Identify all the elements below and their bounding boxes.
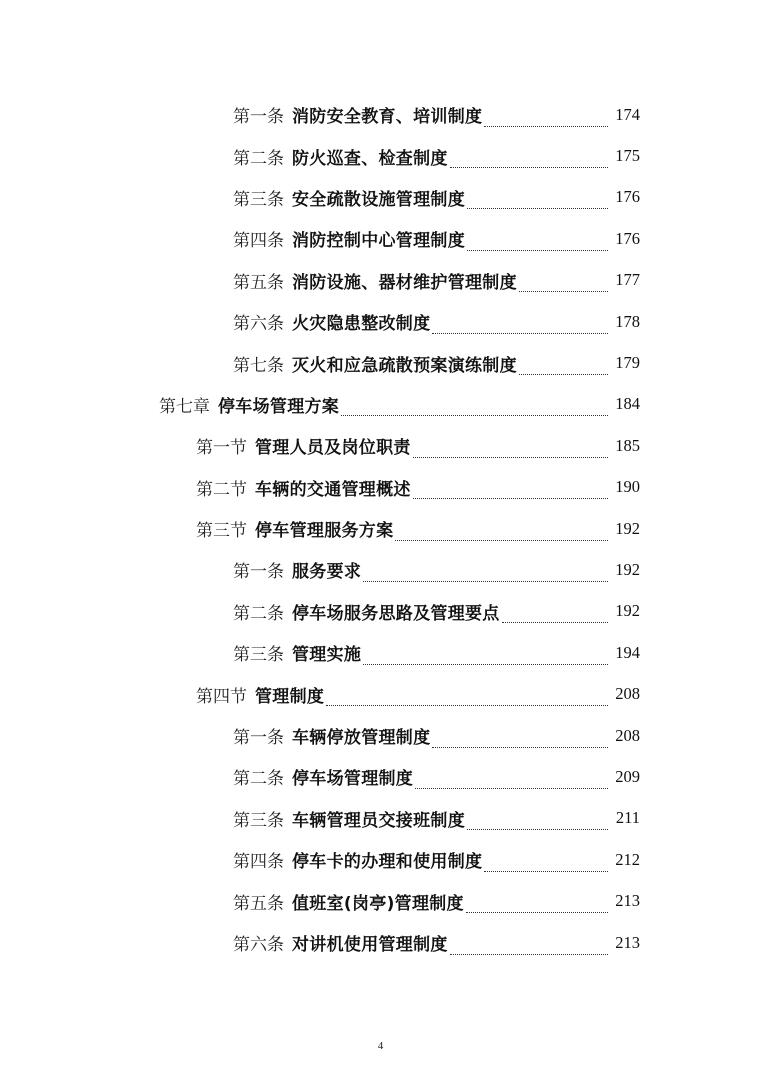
toc-entry-label: 第四条 (233, 852, 284, 873)
toc-entry-title: 火灾隐患整改制度 (292, 314, 431, 335)
toc-entry-title: 管理人员及岗位职责 (255, 438, 411, 459)
toc-entry-page: 185 (615, 435, 640, 455)
toc-entry[interactable] (0, 756, 761, 797)
toc-entry-title: 值班室(岗亭)管理制度 (292, 893, 464, 914)
toc-entry-title: 管理实施 (292, 645, 362, 666)
toc-entry[interactable] (0, 922, 761, 963)
toc-entry-title: 消防控制中心管理制度 (292, 231, 465, 252)
dot-leader (326, 688, 608, 706)
dot-leader (395, 523, 608, 541)
toc-entry[interactable] (0, 549, 761, 590)
toc-entry-label: 第四节 (196, 686, 247, 707)
dot-leader (467, 233, 608, 251)
toc-entry-title: 管理制度 (255, 686, 325, 707)
toc-entry-label: 第一条 (233, 107, 284, 128)
toc-entry[interactable] (0, 135, 761, 176)
toc-entry-page: 209 (615, 766, 640, 786)
toc-entry-label: 第五条 (233, 893, 284, 914)
toc-entry-page: 179 (615, 353, 640, 373)
dot-leader (415, 771, 608, 789)
toc-entry-title: 防火巡查、检查制度 (292, 148, 448, 169)
toc-entry-label: 第二条 (233, 148, 284, 169)
toc-entry-label: 第二条 (233, 603, 284, 624)
toc-section-entry[interactable] (0, 467, 761, 508)
dot-leader (502, 605, 608, 623)
toc-entry-title: 消防安全教育、培训制度 (292, 107, 483, 128)
toc-entry-label: 第二节 (196, 479, 247, 500)
toc-section-entry[interactable] (0, 673, 761, 714)
toc-entry-page: 176 (615, 228, 640, 248)
toc-entry-page: 208 (615, 684, 640, 704)
toc-entry-title: 服务要求 (292, 562, 362, 583)
toc-entry[interactable] (0, 177, 761, 218)
toc-entry-title: 停车场管理方案 (218, 396, 340, 417)
toc-section-entry[interactable] (0, 425, 761, 466)
toc-entry-label: 第二条 (233, 769, 284, 790)
toc-entry-page: 192 (615, 518, 640, 538)
dot-leader (467, 812, 608, 830)
toc-entry-title: 停车管理服务方案 (255, 521, 394, 542)
dot-leader (450, 150, 608, 168)
toc-entry-page: 192 (615, 601, 640, 621)
toc-entry-title: 停车场服务思路及管理要点 (292, 603, 500, 624)
toc-entry-page: 174 (615, 104, 640, 124)
dot-leader (519, 274, 608, 292)
toc-entry-title: 车辆停放管理制度 (292, 728, 431, 749)
toc-entry-label: 第三条 (233, 810, 284, 831)
toc-entry-label: 第三条 (233, 645, 284, 666)
dot-leader (467, 191, 608, 209)
toc-entry-page: 194 (615, 642, 640, 662)
toc-entry[interactable] (0, 715, 761, 756)
toc-entry-page: 190 (615, 477, 640, 497)
dot-leader (413, 481, 608, 499)
dot-leader (432, 730, 608, 748)
toc-entry-label: 第七条 (233, 355, 284, 376)
toc-section-entry[interactable] (0, 508, 761, 549)
dot-leader (363, 647, 608, 665)
toc-entry[interactable] (0, 218, 761, 259)
toc-entry-label: 第七章 (159, 396, 210, 417)
toc-entry[interactable] (0, 94, 761, 135)
dot-leader (363, 564, 608, 582)
toc-entry[interactable] (0, 880, 761, 921)
toc-entry-label: 第六条 (233, 935, 284, 955)
dot-leader (466, 895, 608, 913)
toc-entry-page: 211 (615, 808, 640, 828)
toc-entry[interactable] (0, 301, 761, 342)
dot-leader (450, 937, 608, 955)
toc-entry-label: 第一条 (233, 562, 284, 583)
toc-entry-title: 停车卡的办理和使用制度 (292, 852, 483, 873)
toc-entry-label: 第一条 (233, 728, 284, 749)
toc-entry-label: 第一节 (196, 438, 247, 459)
toc-entry-title: 车辆管理员交接班制度 (292, 810, 465, 831)
toc-entry-page: 192 (615, 559, 640, 579)
toc-entry-title: 停车场管理制度 (292, 769, 414, 790)
toc-entry-page: 208 (615, 725, 640, 745)
toc-entry-page: 177 (615, 270, 640, 290)
dot-leader (432, 316, 608, 334)
dot-leader (413, 440, 608, 458)
toc-entry-page: 213 (615, 932, 640, 952)
dot-leader (341, 398, 608, 416)
toc-entry[interactable] (0, 839, 761, 880)
toc-entry-page: 175 (615, 146, 640, 166)
toc-entry-label: 第六条 (233, 314, 284, 335)
table-of-contents (0, 94, 761, 963)
toc-entry-label: 第三条 (233, 189, 284, 210)
toc-entry[interactable] (0, 798, 761, 839)
toc-entry-page: 212 (615, 849, 640, 869)
toc-entry-page: 178 (615, 311, 640, 331)
dot-leader (519, 357, 608, 375)
toc-chapter-entry[interactable] (0, 384, 761, 425)
toc-entry-title: 车辆的交通管理概述 (255, 479, 411, 500)
toc-entry-page: 213 (615, 891, 640, 911)
toc-entry-page: 176 (615, 187, 640, 207)
toc-entry-page: 184 (615, 394, 640, 414)
toc-entry-title: 灭火和应急疏散预案演练制度 (292, 355, 517, 376)
toc-entry-label: 第四条 (233, 231, 284, 252)
toc-entry-label: 第三节 (196, 521, 247, 542)
toc-entry[interactable] (0, 260, 761, 301)
dot-leader (484, 109, 608, 127)
toc-entry[interactable] (0, 632, 761, 673)
toc-entry-title: 对讲机使用管理制度 (292, 935, 448, 955)
page-number: 4 (377, 1040, 384, 1052)
dot-leader (484, 854, 608, 872)
toc-entry[interactable] (0, 342, 761, 383)
toc-entry-title: 消防设施、器材维护管理制度 (292, 272, 517, 293)
toc-entry[interactable] (0, 591, 761, 632)
toc-entry-label: 第五条 (233, 272, 284, 293)
toc-entry-title: 安全疏散设施管理制度 (292, 189, 465, 210)
